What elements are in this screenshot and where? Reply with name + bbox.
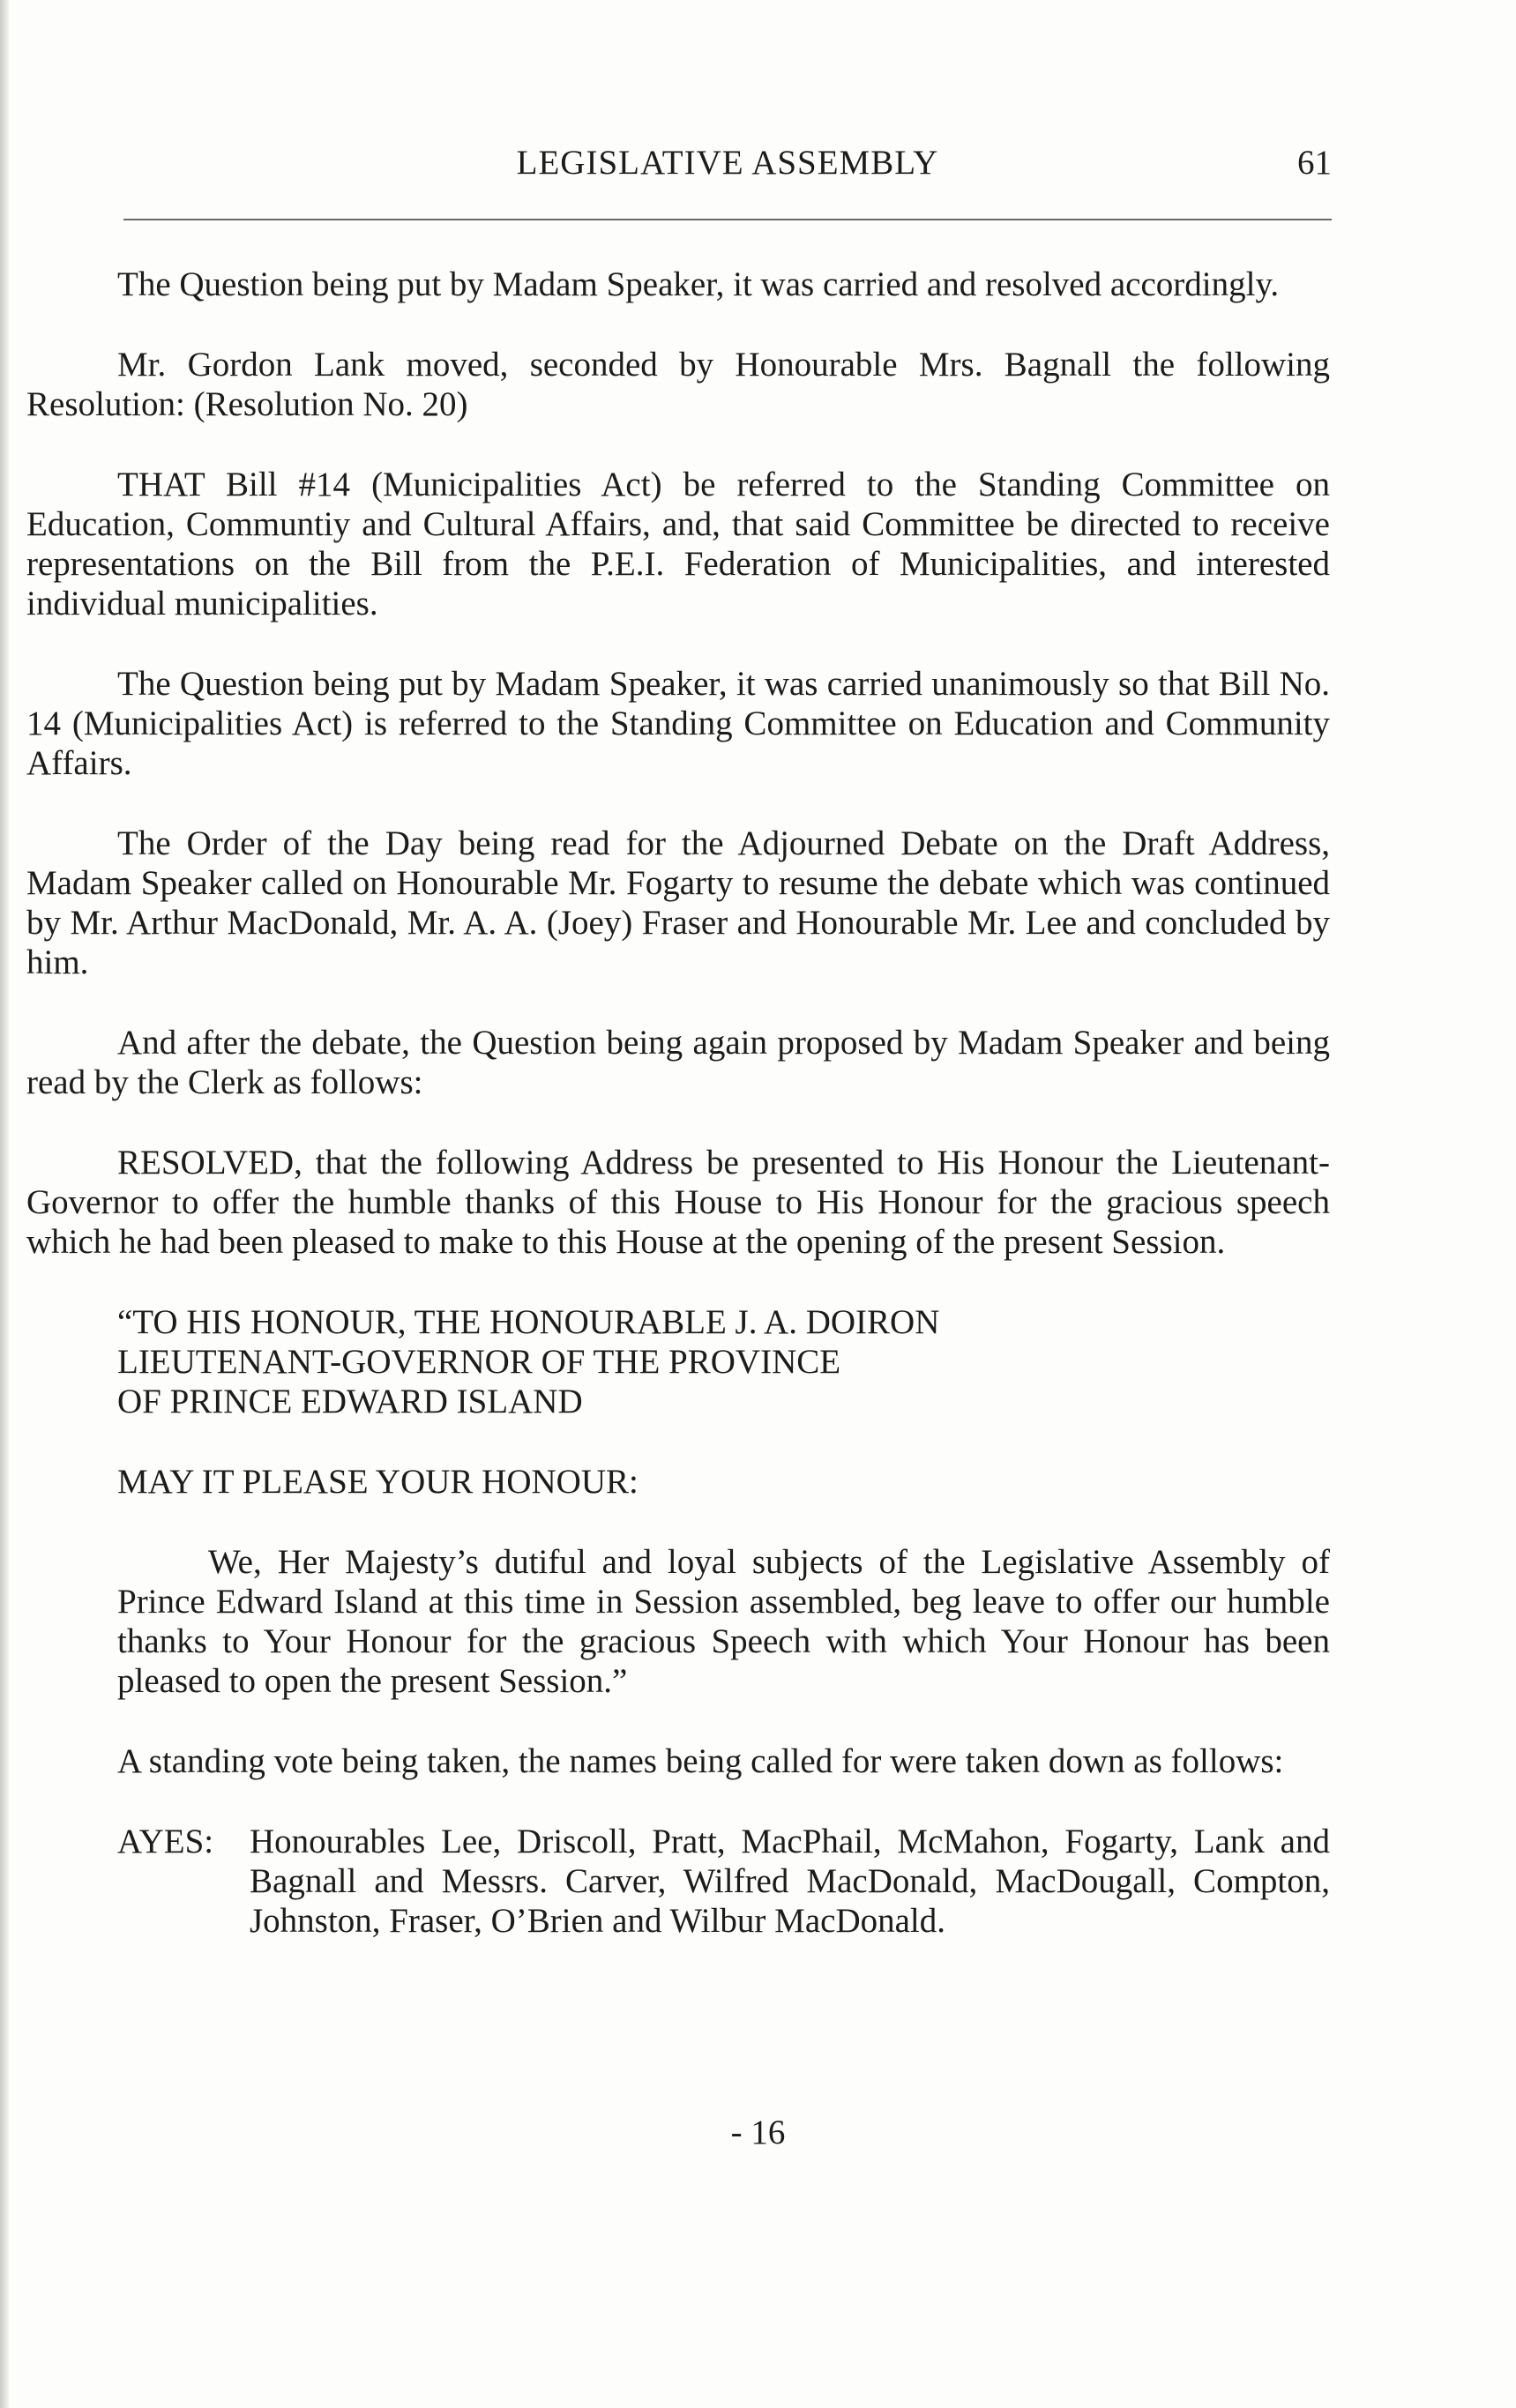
address-line-2: LIEUTENANT-GOVERNOR OF THE PROVINCE bbox=[117, 1343, 841, 1381]
paragraph-motion: Mr. Gordon Lank moved, seconded by Honourable Mrs. Bagnall the following Resolution: (Resolution No. 20) bbox=[26, 346, 1330, 423]
paragraph-resolution-text: THAT Bill #14 (Municipalities Act) be referred to the Standing Committee on Education, Communtiy and Cultural Affairs, and, that said Committee be directed to receive representations on the Bill from the P.E.I. Federation of Municipalities, and interested individual municipalities. bbox=[26, 466, 1330, 623]
address-heading bbox=[117, 1302, 1330, 1421]
header-rule bbox=[123, 219, 1332, 220]
paragraph-standing-vote: A standing vote being taken, the names being called for were taken down as follows: bbox=[117, 1742, 1284, 1780]
header-title: LEGISLATIVE ASSEMBLY bbox=[516, 144, 939, 182]
paragraph-resolved: RESOLVED, that the following Address be presented to His Honour the Lieutenant-Governor to offer the humble thanks of this House to His Honour for the gracious speech which he had been pleased to make to this House at the opening of the present Session. bbox=[26, 1144, 1330, 1261]
page-body bbox=[26, 265, 1330, 1967]
address-line-1: “TO HIS HONOUR, THE HONOURABLE J. A. DOIRON bbox=[117, 1303, 940, 1341]
paragraph-after-debate: And after the debate, the Question being again proposed by Madam Speaker and being read by the Clerk as follows: bbox=[26, 1024, 1330, 1101]
ayes-names: Honourables Lee, Driscoll, Pratt, MacPhail, McMahon, Fogarty, Lank and Bagnall and Messrs. Carver, Wilfred MacDonald, MacDougall, Compton, Johnston, Fraser, O’Brien and Wilbur MacDonald. bbox=[250, 1823, 1330, 1940]
paragraph-question-unanimous: The Question being put by Madam Speaker, it was carried unanimously so that Bill No. 14 (Municipalities Act) is referred to the Standing Committee on Education and Community Affairs. bbox=[26, 665, 1330, 782]
paragraph-order-of-day: The Order of the Day being read for the Adjourned Debate on the Draft Address, Madam Speaker called on Honourable Mr. Fogarty to resume the debate which was continued by Mr. Arthur MacDonald, Mr. A. A. (Joey) Fraser and Honourable Mr. Lee and concluded by him. bbox=[26, 824, 1330, 981]
paragraph-question-carried: The Question being put by Madam Speaker, it was carried and resolved accordingly. bbox=[117, 265, 1280, 303]
address-salutation: MAY IT PLEASE YOUR HONOUR: bbox=[117, 1463, 639, 1501]
address-line-3: OF PRINCE EDWARD ISLAND bbox=[117, 1383, 583, 1420]
running-header bbox=[123, 143, 1332, 196]
ayes-list bbox=[117, 1822, 1330, 1941]
page-spine-shadow bbox=[0, 0, 9, 2408]
address-body: We, Her Majesty’s dutiful and loyal subjects of the Legislative Assembly of Prince Edward Island at this time in Session assembled, beg leave to offer our humble thanks to Your Honour for the gracious Speech with which Your Honour has been pleased to open the present Session.” bbox=[117, 1543, 1330, 1700]
ayes-label: AYES: bbox=[117, 1823, 214, 1860]
header-page-number: 61 bbox=[1297, 144, 1332, 182]
page-folio: - 16 bbox=[730, 2114, 786, 2151]
